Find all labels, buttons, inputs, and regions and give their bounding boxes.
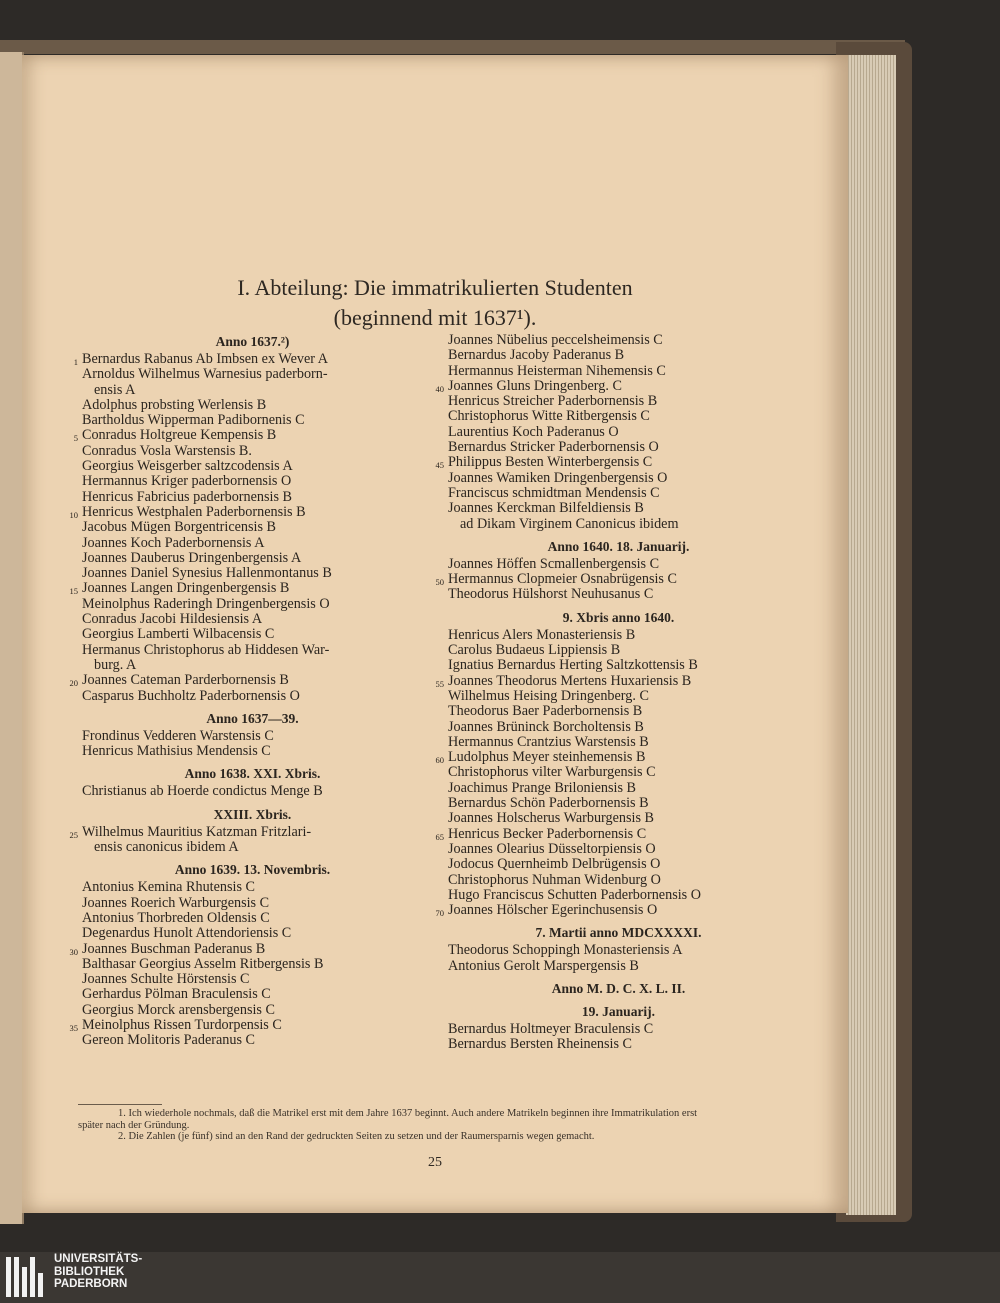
section-heading: XXIII. Xbris. bbox=[213, 806, 292, 822]
student-entry bbox=[435, 825, 791, 842]
entry-text: Henricus Fabricius paderbornensis B bbox=[82, 488, 293, 505]
entry-text: Theodorus Hülshorst Neuhusanus C bbox=[448, 586, 654, 603]
student-entry bbox=[80, 972, 425, 987]
entry-text: Joannes Olearius Düsseltorpiensis O bbox=[448, 840, 656, 857]
student-entry bbox=[446, 735, 791, 750]
entry-text: Georgius Morck arensbergensis C bbox=[82, 1001, 275, 1018]
student-entry bbox=[80, 612, 425, 627]
entry-text: Wilhelmus Mauritius Katzman Fritzlari- bbox=[82, 823, 312, 840]
entry-text: Joannes Gluns Dringenberg. C bbox=[448, 377, 622, 394]
student-entry bbox=[446, 517, 791, 532]
left-column bbox=[69, 333, 425, 1049]
margin-number: 5 bbox=[73, 433, 78, 444]
student-entry bbox=[69, 503, 425, 520]
student-entry bbox=[446, 440, 791, 455]
entry-text: Antonius Kemina Rhutensis C bbox=[82, 879, 256, 896]
student-entry bbox=[73, 427, 425, 444]
footnote-rule bbox=[78, 1104, 162, 1105]
section-heading: Anno 1638. XXI. Xbris. bbox=[184, 766, 321, 782]
entry-text: Christianus ab Hoerde condictus Menge B bbox=[82, 783, 323, 800]
margin-number: 20 bbox=[69, 678, 78, 689]
title-line-1: I. Abteilung: Die immatrikulierten Studenten bbox=[237, 275, 633, 300]
entry-text: Hermanus Christophorus ab Hiddesen War- bbox=[82, 641, 330, 658]
entry-text: Conradus Holtgreue Kempensis B bbox=[82, 427, 277, 444]
margin-number: 65 bbox=[435, 831, 444, 842]
left-page-edge bbox=[0, 52, 24, 1224]
student-entry bbox=[80, 398, 425, 413]
entry-text: Jacobus Mügen Borgentricensis B bbox=[82, 519, 277, 536]
entry-text: Conradus Vosla Warstensis B. bbox=[82, 442, 252, 459]
student-entry bbox=[80, 643, 425, 658]
entry-text: Franciscus schmidtman Mendensis C bbox=[448, 484, 660, 501]
footnote-2: 2. Die Zahlen (je fünf) sind an den Rand der gedruckten Seiten zu setzen und der Raumersparnis wegen gemacht. bbox=[118, 1131, 595, 1142]
entry-text: Antonius Thorbreden Oldensis C bbox=[82, 909, 270, 926]
entry-text: Joannes Kerckman Bilfeldiensis B bbox=[448, 500, 644, 517]
library-banner bbox=[0, 1252, 1000, 1303]
student-entry bbox=[446, 471, 791, 486]
entry-text: Degenardus Hunolt Attendoriensis C bbox=[82, 925, 292, 942]
entry-text: Joannes Schulte Hörstensis C bbox=[82, 971, 250, 988]
student-entry bbox=[446, 557, 791, 572]
student-entry bbox=[446, 796, 791, 811]
student-entry bbox=[446, 765, 791, 780]
entry-text: Bernardus Holtmeyer Braculensis C bbox=[448, 1020, 654, 1037]
student-entry bbox=[446, 689, 791, 704]
margin-number: 70 bbox=[435, 908, 444, 919]
student-entry bbox=[80, 413, 425, 428]
student-entry bbox=[80, 987, 425, 1002]
entry-text: ad Dikam Virginem Canonicus ibidem bbox=[460, 515, 679, 532]
page-title bbox=[22, 273, 848, 333]
student-entry bbox=[80, 784, 425, 799]
student-entry bbox=[435, 749, 791, 766]
margin-number: 25 bbox=[69, 829, 78, 840]
entry-text: Joannes Nübelius peccelsheimensis C bbox=[448, 332, 663, 348]
margin-number: 45 bbox=[435, 460, 444, 471]
student-entry bbox=[446, 857, 791, 872]
entry-text: Antonius Gerolt Marspergensis B bbox=[448, 957, 639, 974]
footnotes bbox=[78, 1108, 718, 1143]
section-heading: Anno M. D. C. X. L. II. bbox=[551, 980, 686, 996]
student-entry bbox=[80, 880, 425, 895]
student-entry bbox=[80, 840, 425, 855]
margin-number: 35 bbox=[69, 1022, 78, 1033]
student-entry bbox=[80, 1003, 425, 1018]
entry-text: Henricus Streicher Paderbornensis B bbox=[448, 393, 658, 410]
entry-text: Gerhardus Pölman Braculensis C bbox=[82, 986, 271, 1003]
entry-text: Henricus Becker Paderbornensis C bbox=[448, 825, 647, 842]
section-heading: Anno 1637—39. bbox=[206, 710, 299, 726]
student-entry bbox=[446, 364, 791, 379]
student-entry bbox=[435, 571, 791, 588]
entry-text: Jodocus Quernheimb Delbrügensis O bbox=[448, 856, 661, 873]
book-page bbox=[22, 55, 848, 1213]
student-entry bbox=[69, 1016, 425, 1033]
student-entry bbox=[80, 536, 425, 551]
entry-text: burg. A bbox=[94, 656, 137, 673]
entry-text: Joannes Holscherus Warburgensis B bbox=[448, 810, 654, 827]
student-entry bbox=[446, 425, 791, 440]
entry-text: ensis A bbox=[94, 381, 136, 398]
student-entry bbox=[446, 811, 791, 826]
entry-text: Joannes Wamiken Dringenbergensis O bbox=[448, 469, 668, 486]
student-entry bbox=[446, 658, 791, 673]
student-entry bbox=[80, 1033, 425, 1048]
margin-number: 10 bbox=[69, 509, 78, 520]
entry-text: Wilhelmus Heising Dringenberg. C bbox=[448, 687, 649, 704]
student-entry bbox=[73, 351, 425, 367]
student-entry bbox=[69, 672, 425, 689]
title-line-2: (beginnend mit 1637¹). bbox=[333, 305, 537, 330]
entry-text: Theodorus Schoppingh Monasteriensis A bbox=[448, 942, 683, 959]
student-entry bbox=[80, 551, 425, 566]
entry-text: Joannes Dauberus Dringenbergensis A bbox=[82, 549, 302, 566]
entry-text: Joannes Höffen Scmallenbergensis C bbox=[448, 555, 660, 572]
section-heading: 7. Martii anno MDCXXXXI. bbox=[535, 925, 702, 941]
entry-text: Hugo Franciscus Schutten Paderbornensis O bbox=[448, 886, 701, 903]
entry-text: Casparus Buchholtz Paderbornensis O bbox=[82, 687, 300, 704]
student-entry bbox=[80, 520, 425, 535]
entry-text: Bernardus Rabanus Ab Imbsen ex Wever A bbox=[82, 351, 329, 367]
entry-text: Frondinus Vedderen Warstensis C bbox=[82, 727, 274, 744]
entry-text: Hermannus Heisterman Nihemensis C bbox=[448, 362, 666, 379]
student-entry bbox=[446, 1022, 791, 1037]
student-entry bbox=[446, 888, 791, 903]
library-name-line-3: PADERBORN bbox=[54, 1278, 128, 1290]
margin-number: 30 bbox=[69, 946, 78, 957]
entry-text: Adolphus probsting Werlensis B bbox=[82, 396, 267, 413]
footnote-1: 1. Ich wiederhole nochmals, daß die Matrikel erst mit dem Jahre 1637 beginnt. Auch andere Matrikeln beginnen ihre Immatrikulation erst später nach der Gründung. bbox=[78, 1108, 698, 1131]
section-heading: Anno 1640. 18. Januarij. bbox=[547, 538, 690, 554]
student-entry bbox=[446, 501, 791, 516]
entry-text: Joannes Koch Paderbornensis A bbox=[82, 534, 265, 551]
page-edges bbox=[846, 55, 896, 1215]
student-entry bbox=[80, 566, 425, 581]
entry-text: Meinolphus Raderingh Dringenbergensis O bbox=[82, 595, 330, 612]
student-entry bbox=[446, 348, 791, 363]
student-entry bbox=[80, 729, 425, 744]
entry-text: Hermannus Crantzius Warstensis B bbox=[448, 733, 649, 750]
student-entry bbox=[80, 926, 425, 941]
entry-text: Ignatius Bernardus Herting Saltzkottensis B bbox=[448, 657, 698, 674]
margin-number: 40 bbox=[435, 383, 444, 394]
section-heading: 9. Xbris anno 1640. bbox=[562, 609, 675, 625]
entry-text: Joannes Theodorus Mertens Huxariensis B bbox=[448, 672, 692, 689]
section-heading: 19. Januarij. bbox=[581, 1003, 656, 1019]
section-heading: Anno 1639. 13. Novembris. bbox=[174, 862, 331, 878]
student-entry bbox=[80, 367, 425, 382]
entry-text: Georgius Weisgerber saltzcodensis A bbox=[82, 458, 293, 475]
entry-text: Henricus Mathisius Mendensis C bbox=[82, 743, 271, 760]
entry-text: Joannes Buschman Paderanus B bbox=[82, 940, 266, 957]
student-entry bbox=[435, 377, 791, 394]
entry-text: ensis canonicus ibidem A bbox=[94, 839, 239, 856]
student-entry bbox=[80, 896, 425, 911]
entry-text: Joannes Langen Dringenbergensis B bbox=[82, 580, 290, 597]
student-entry bbox=[446, 943, 791, 958]
entry-text: Bernardus Schön Paderbornensis B bbox=[448, 795, 649, 812]
entry-text: Christophorus Witte Ritbergensis C bbox=[448, 408, 650, 425]
student-entry bbox=[80, 597, 425, 612]
margin-number: 1 bbox=[73, 357, 78, 367]
entry-text: Conradus Jacobi Hildesiensis A bbox=[82, 611, 263, 628]
margin-number: 55 bbox=[435, 678, 444, 689]
student-entry bbox=[80, 627, 425, 642]
student-entry bbox=[446, 842, 791, 857]
entry-text: Hermannus Clopmeier Osnabrügensis C bbox=[448, 571, 677, 588]
entry-text: Joannes Cateman Parderbornensis B bbox=[82, 672, 289, 689]
entry-text: Bernardus Jacoby Paderanus B bbox=[448, 347, 625, 364]
entry-text: Meinolphus Rissen Turdorpensis C bbox=[82, 1016, 282, 1033]
student-entry bbox=[435, 672, 791, 689]
student-entry bbox=[446, 628, 791, 643]
entry-text: Bartholdus Wipperman Padibornenis C bbox=[82, 412, 305, 429]
book-cover-top bbox=[0, 40, 905, 54]
student-entry bbox=[435, 902, 791, 919]
library-logo-icon bbox=[6, 1257, 46, 1297]
entry-text: Christophorus Nuhman Widenburg O bbox=[448, 871, 661, 888]
student-entry bbox=[435, 454, 791, 471]
student-entry bbox=[446, 704, 791, 719]
margin-number: 50 bbox=[435, 577, 444, 588]
student-entry bbox=[80, 383, 425, 398]
entry-text: Joannes Roerich Warburgensis C bbox=[82, 894, 270, 911]
student-entry bbox=[80, 490, 425, 505]
entry-text: Christophorus vilter Warburgensis C bbox=[448, 764, 656, 781]
entry-text: Bernardus Stricker Paderbornensis O bbox=[448, 439, 659, 456]
student-entry bbox=[446, 409, 791, 424]
student-entry bbox=[80, 658, 425, 673]
entry-text: Hermannus Kriger paderbornensis O bbox=[82, 473, 292, 490]
entry-text: Balthasar Georgius Asselm Ritbergensis B bbox=[82, 955, 324, 972]
student-entry bbox=[446, 486, 791, 501]
student-entry bbox=[69, 940, 425, 957]
student-entry bbox=[80, 474, 425, 489]
student-entry bbox=[80, 459, 425, 474]
entry-text: Joannes Brüninck Borcholtensis B bbox=[448, 718, 644, 735]
entry-text: Laurentius Koch Paderanus O bbox=[448, 423, 619, 440]
student-entry bbox=[446, 873, 791, 888]
entry-text: Philippus Besten Winterbergensis C bbox=[448, 454, 653, 471]
student-entry bbox=[446, 720, 791, 735]
entry-text: Carolus Budaeus Lippiensis B bbox=[448, 642, 621, 659]
student-entry bbox=[69, 823, 425, 840]
student-entry bbox=[446, 587, 791, 602]
right-column bbox=[435, 332, 791, 1053]
entry-text: Gereon Molitoris Paderanus C bbox=[82, 1032, 255, 1049]
library-name-line-1: UNIVERSITÄTS- bbox=[54, 1253, 143, 1265]
entry-text: Ludolphus Meyer steinhemensis B bbox=[448, 749, 646, 766]
margin-number: 15 bbox=[69, 586, 78, 597]
student-entry bbox=[446, 333, 791, 348]
entry-text: Joachimus Prange Briloniensis B bbox=[448, 779, 636, 796]
student-entry bbox=[446, 1037, 791, 1052]
entry-text: Henricus Alers Monasteriensis B bbox=[448, 626, 636, 643]
library-name[interactable] bbox=[54, 1253, 142, 1291]
student-entry bbox=[80, 444, 425, 459]
entry-text: Theodorus Baer Paderbornensis B bbox=[448, 703, 643, 720]
student-entry bbox=[80, 744, 425, 759]
entry-text: Arnoldus Wilhelmus Warnesius paderborn- bbox=[82, 366, 328, 383]
student-entry bbox=[80, 689, 425, 704]
entry-text: Henricus Westphalen Paderbornensis B bbox=[82, 503, 306, 520]
student-entry bbox=[446, 959, 791, 974]
section-heading: Anno 1637.²) bbox=[215, 334, 290, 349]
entry-text: Georgius Lamberti Wilbacensis C bbox=[82, 626, 275, 643]
page-number: 25 bbox=[428, 1155, 442, 1170]
student-entry bbox=[446, 781, 791, 796]
entry-text: Joannes Daniel Synesius Hallenmontanus B bbox=[82, 565, 332, 582]
student-entry bbox=[446, 394, 791, 409]
entry-text: Joannes Hölscher Egerinchusensis O bbox=[448, 902, 658, 919]
entry-text: Bernardus Bersten Rheinensis C bbox=[448, 1036, 633, 1053]
student-entry bbox=[80, 911, 425, 926]
margin-number: 60 bbox=[435, 755, 444, 766]
student-entry bbox=[69, 580, 425, 597]
student-entry bbox=[80, 957, 425, 972]
library-name-line-2: BIBLIOTHEK bbox=[54, 1265, 125, 1278]
student-entry bbox=[446, 643, 791, 658]
